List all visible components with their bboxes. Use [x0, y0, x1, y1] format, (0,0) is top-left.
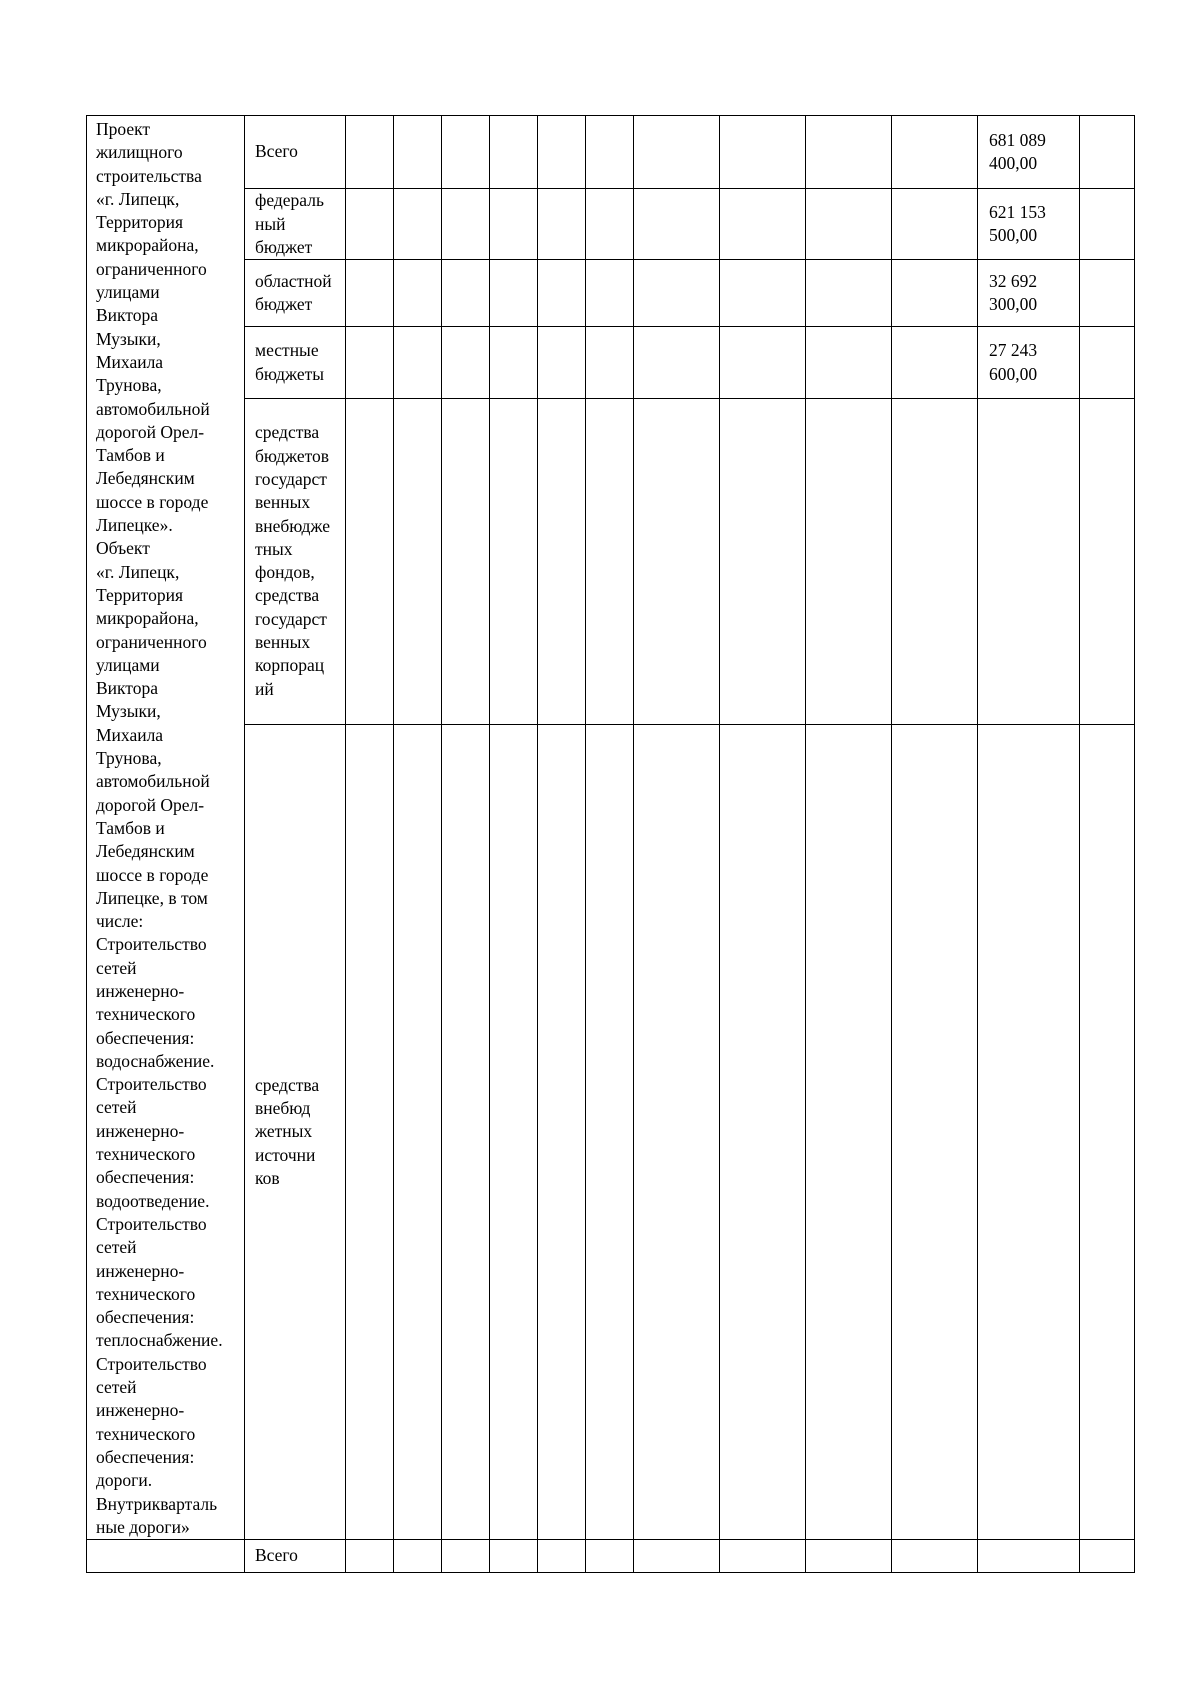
empty-cell	[394, 189, 442, 260]
empty-cell	[346, 1540, 394, 1573]
source-cell	[245, 260, 346, 327]
empty-cell	[442, 327, 490, 398]
empty-cell	[1080, 116, 1135, 189]
table-row	[87, 260, 1135, 327]
source-cell	[245, 1540, 346, 1573]
source-label: средства внебюд жетных источни ков	[255, 1074, 320, 1188]
project-name-cell	[87, 1540, 245, 1573]
empty-cell	[892, 260, 978, 327]
empty-cell	[720, 189, 806, 260]
empty-cell	[346, 189, 394, 260]
empty-cell	[490, 398, 538, 724]
empty-cell	[634, 1540, 720, 1573]
empty-cell	[346, 260, 394, 327]
amount-cell	[978, 398, 1080, 724]
empty-cell	[720, 260, 806, 327]
empty-cell	[586, 327, 634, 398]
empty-cell	[442, 398, 490, 724]
empty-cell	[892, 398, 978, 724]
empty-cell	[442, 116, 490, 189]
empty-cell	[634, 327, 720, 398]
source-label: местные бюджеты	[255, 340, 325, 384]
empty-cell	[806, 260, 892, 327]
empty-cell	[1080, 1540, 1135, 1573]
empty-cell	[720, 398, 806, 724]
empty-cell	[892, 189, 978, 260]
empty-cell	[892, 1540, 978, 1573]
amount-value: 681 089 400,00	[989, 129, 1046, 174]
empty-cell	[490, 116, 538, 189]
amount-cell	[978, 327, 1080, 398]
empty-cell	[394, 398, 442, 724]
empty-cell	[634, 260, 720, 327]
table-row	[87, 724, 1135, 1539]
empty-cell	[634, 398, 720, 724]
source-label: средства бюджетов государст венных внебюдже тных фондов, средства государст венных корпорац ий	[255, 422, 331, 699]
source-cell	[245, 327, 346, 398]
empty-cell	[394, 327, 442, 398]
empty-cell	[346, 327, 394, 398]
document-page	[86, 115, 1134, 1573]
empty-cell	[490, 1540, 538, 1573]
empty-cell	[442, 260, 490, 327]
source-cell	[245, 116, 346, 189]
amount-cell	[978, 1540, 1080, 1573]
table-row	[87, 327, 1135, 398]
project-name-cell	[87, 116, 245, 1540]
empty-cell	[442, 189, 490, 260]
empty-cell	[892, 327, 978, 398]
amount-value: 32 692 300,00	[989, 271, 1038, 315]
empty-cell	[586, 116, 634, 189]
empty-cell	[586, 398, 634, 724]
amount-cell	[978, 189, 1080, 260]
empty-cell	[538, 1540, 586, 1573]
empty-cell	[538, 327, 586, 398]
empty-cell	[394, 1540, 442, 1573]
empty-cell	[806, 724, 892, 1539]
source-cell	[245, 189, 346, 260]
table-row	[87, 398, 1135, 724]
empty-cell	[806, 327, 892, 398]
empty-cell	[490, 724, 538, 1539]
table-row	[87, 1540, 1135, 1573]
source-label: федераль ный бюджет	[255, 190, 324, 257]
empty-cell	[634, 189, 720, 260]
source-cell	[245, 724, 346, 1539]
empty-cell	[892, 724, 978, 1539]
empty-cell	[538, 189, 586, 260]
empty-cell	[720, 116, 806, 189]
empty-cell	[394, 724, 442, 1539]
source-label: Всего	[255, 141, 298, 162]
empty-cell	[394, 116, 442, 189]
empty-cell	[1080, 398, 1135, 724]
empty-cell	[1080, 327, 1135, 398]
empty-cell	[586, 724, 634, 1539]
source-label: областной бюджет	[255, 271, 332, 315]
empty-cell	[346, 398, 394, 724]
empty-cell	[806, 1540, 892, 1573]
amount-cell	[978, 724, 1080, 1539]
empty-cell	[490, 260, 538, 327]
financing-table	[86, 115, 1135, 1573]
empty-cell	[1080, 260, 1135, 327]
source-label: Всего	[255, 1545, 298, 1566]
empty-cell	[538, 260, 586, 327]
empty-cell	[586, 260, 634, 327]
project-name: Проект жилищного строительства «г. Липецк, Территория микрорайона, ограниченного улицами Виктора Музыки, Михаила Трунова, автомобильной дорогой Орел- Тамбов и Лебедянским шоссе в городе Липецке». Объект «г. Липецк, Территория микрорайона, ограниченного улицами Виктора Музыки, Михаила Трунова, автомобильной дорогой Орел- Тамбов и Лебедянским шоссе в городе Липецке, в том числе: Строительство сетей инженерно- технического обеспечения: водоснабжение. Строительство сетей инженерно- технического обеспечения: водоотведение. Строительство сетей инженерно- технического обеспечения: теплоснабжение. Строительство сетей инженерно- технического обеспечения: дороги. Внутрикварталь ные дороги»	[96, 119, 223, 1537]
empty-cell	[720, 327, 806, 398]
empty-cell	[538, 724, 586, 1539]
empty-cell	[634, 724, 720, 1539]
empty-cell	[806, 116, 892, 189]
empty-cell	[1080, 189, 1135, 260]
empty-cell	[442, 1540, 490, 1573]
empty-cell	[634, 116, 720, 189]
empty-cell	[394, 260, 442, 327]
empty-cell	[490, 189, 538, 260]
empty-cell	[538, 398, 586, 724]
amount-cell	[978, 260, 1080, 327]
empty-cell	[490, 327, 538, 398]
empty-cell	[1080, 724, 1135, 1539]
empty-cell	[346, 116, 394, 189]
empty-cell	[538, 116, 586, 189]
empty-cell	[806, 398, 892, 724]
empty-cell	[586, 189, 634, 260]
amount-value: 27 243 600,00	[989, 340, 1038, 384]
table-row	[87, 116, 1135, 189]
empty-cell	[346, 724, 394, 1539]
empty-cell	[586, 1540, 634, 1573]
empty-cell	[806, 189, 892, 260]
source-cell	[245, 398, 346, 724]
empty-cell	[442, 724, 490, 1539]
amount-cell	[978, 116, 1080, 189]
table-row	[87, 189, 1135, 260]
amount-value: 621 153 500,00	[989, 201, 1046, 246]
empty-cell	[720, 724, 806, 1539]
empty-cell	[892, 116, 978, 189]
empty-cell	[720, 1540, 806, 1573]
